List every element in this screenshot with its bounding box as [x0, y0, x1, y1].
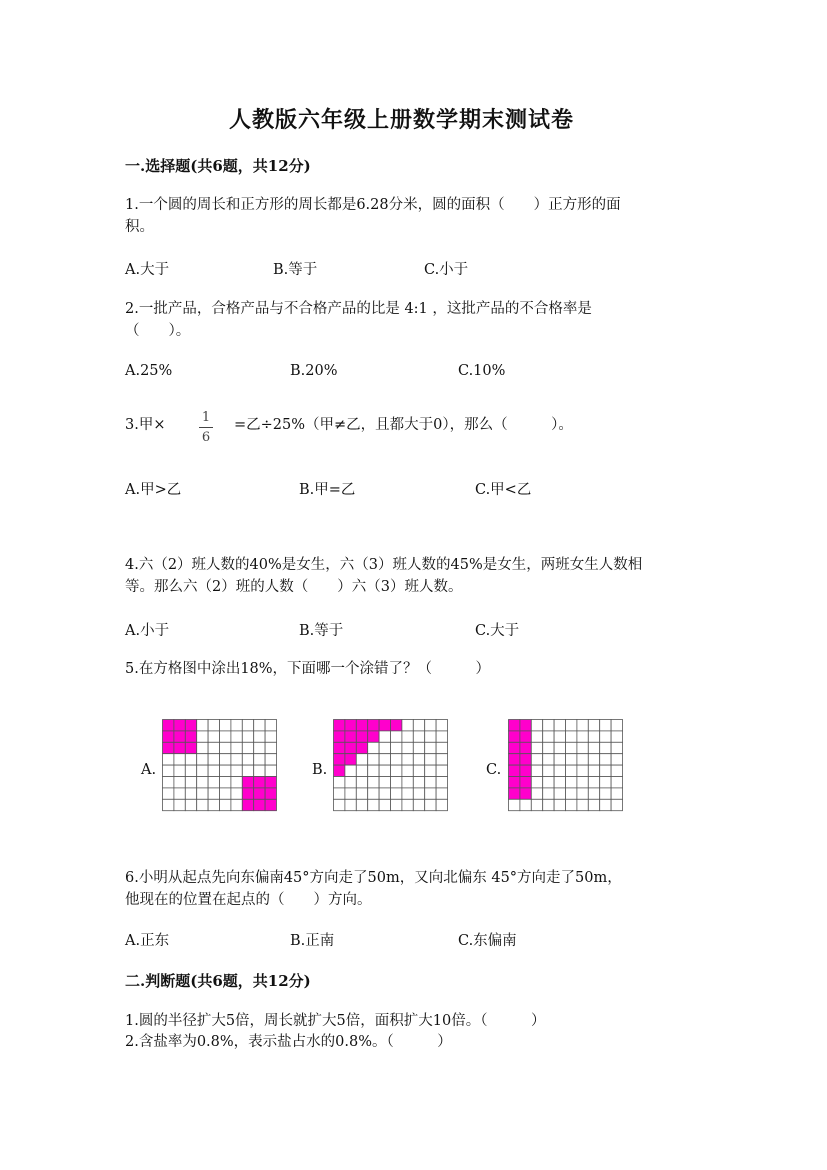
grid-cell — [197, 788, 208, 799]
grid-cell — [254, 765, 265, 776]
grid-cell — [220, 777, 231, 788]
question-4-line-2: 等。那么六（2）班的人数（ ）六（3）班人数。 — [125, 579, 463, 595]
grid-cell — [265, 788, 276, 799]
fraction-denominator: 6 — [201, 430, 211, 445]
grid-cell — [368, 788, 379, 799]
question-2-option-c: C.10% — [458, 363, 506, 379]
grid-cell — [174, 788, 185, 799]
grid-cell — [402, 720, 413, 731]
grid-cell — [208, 765, 219, 776]
grid-cell — [554, 742, 565, 753]
grid-cell — [185, 742, 196, 753]
grid-cell — [600, 799, 611, 810]
grid-cell — [242, 731, 253, 742]
grid-cell — [531, 765, 542, 776]
question-5-line-1: 5.在方格图中涂出18%，下面哪一个涂错了？（ ） — [125, 661, 491, 677]
grid-cell — [391, 742, 402, 753]
grid-cell — [334, 765, 345, 776]
question-1-line-2: 积。 — [125, 219, 154, 235]
grid-cell — [265, 754, 276, 765]
question-2-line-2: （ ）。 — [125, 323, 191, 339]
grid-cell — [242, 788, 253, 799]
grid-cell — [413, 742, 424, 753]
grid-cell — [509, 788, 520, 799]
grid-cell — [231, 788, 242, 799]
grid-cell — [531, 720, 542, 731]
grid-cell — [425, 742, 436, 753]
grid-cell — [425, 765, 436, 776]
grid-cell — [345, 720, 356, 731]
grid-cell — [520, 765, 531, 776]
grid-cell — [588, 765, 599, 776]
grid-cell — [554, 754, 565, 765]
grid-cell — [554, 765, 565, 776]
grid-cell — [425, 720, 436, 731]
grid-cell — [208, 799, 219, 810]
grid-cell — [520, 788, 531, 799]
grid-cell — [577, 765, 588, 776]
grid-cell — [577, 777, 588, 788]
grid-cell — [231, 754, 242, 765]
question-1-line-1: 1.一个圆的周长和正方形的周长都是6.28分米，圆的面积（ ）正方形的面 — [125, 197, 621, 213]
grid-cell — [231, 765, 242, 776]
grid-cell — [334, 799, 345, 810]
grid-cell — [231, 777, 242, 788]
grid-cell — [436, 799, 447, 810]
grid-cell — [543, 788, 554, 799]
grid-cell — [265, 742, 276, 753]
grid-cell — [334, 720, 345, 731]
grid-cell — [368, 742, 379, 753]
question-3-option-b: B.甲=乙 — [299, 482, 356, 498]
grid-cell — [356, 731, 367, 742]
grid-diagram-a — [162, 719, 278, 815]
grid-cell — [509, 765, 520, 776]
grid-cell — [577, 754, 588, 765]
grid-cell — [208, 731, 219, 742]
grid-cell — [185, 754, 196, 765]
grid-cell — [242, 754, 253, 765]
grid-cell — [554, 799, 565, 810]
question-5-option-b: B. — [312, 762, 328, 778]
grid-cell — [379, 742, 390, 753]
grid-cell — [391, 720, 402, 731]
grid-cell — [220, 742, 231, 753]
question-6-option-a: A.正东 — [125, 933, 170, 949]
grid-cell — [356, 754, 367, 765]
grid-cell — [509, 777, 520, 788]
grid-cell — [265, 799, 276, 810]
grid-cell — [566, 720, 577, 731]
section-heading-judgement: 二.判断题(共6题，共12分) — [125, 972, 311, 990]
grid-cell — [197, 754, 208, 765]
grid-cell — [413, 799, 424, 810]
grid-cell — [208, 777, 219, 788]
grid-cell — [379, 731, 390, 742]
grid-cell — [379, 754, 390, 765]
grid-cell — [356, 777, 367, 788]
grid-cell — [174, 799, 185, 810]
grid-cell — [413, 777, 424, 788]
grid-cell — [163, 777, 174, 788]
grid-cell — [174, 742, 185, 753]
grid-cell — [509, 799, 520, 810]
grid-cell — [402, 777, 413, 788]
grid-cell — [436, 731, 447, 742]
grid-cell — [254, 720, 265, 731]
question-6-option-b: B.正南 — [290, 933, 335, 949]
grid-cell — [531, 799, 542, 810]
grid-cell — [220, 799, 231, 810]
grid-cell — [577, 720, 588, 731]
grid-cell — [368, 777, 379, 788]
grid-cell — [391, 754, 402, 765]
grid-cell — [197, 777, 208, 788]
grid-cell — [345, 777, 356, 788]
grid-cell — [254, 731, 265, 742]
grid-cell — [242, 799, 253, 810]
grid-cell — [391, 731, 402, 742]
grid-cell — [174, 720, 185, 731]
grid-cell — [163, 754, 174, 765]
grid-cell — [174, 777, 185, 788]
grid-cell — [543, 777, 554, 788]
question-4-option-c: C.大于 — [475, 623, 520, 639]
grid-cell — [379, 799, 390, 810]
grid-cell — [220, 765, 231, 776]
fraction-bar — [199, 427, 213, 428]
fraction-numerator: 1 — [201, 410, 211, 425]
grid-cell — [543, 720, 554, 731]
grid-cell — [265, 720, 276, 731]
grid-cell — [163, 742, 174, 753]
grid-cell — [265, 777, 276, 788]
grid-cell — [600, 720, 611, 731]
grid-cell — [345, 765, 356, 776]
grid-cell — [520, 799, 531, 810]
grid-cell — [611, 765, 622, 776]
grid-cell — [197, 799, 208, 810]
grid-cell — [345, 799, 356, 810]
grid-cell — [577, 731, 588, 742]
grid-cell — [413, 720, 424, 731]
grid-cell — [588, 788, 599, 799]
grid-cell — [163, 720, 174, 731]
question-3-option-c: C.甲<乙 — [475, 482, 532, 498]
grid-cell — [208, 720, 219, 731]
grid-cell — [611, 799, 622, 810]
grid-cell — [208, 754, 219, 765]
grid-cell — [402, 754, 413, 765]
page-title: 人教版六年级上册数学期末测试卷 — [229, 107, 575, 133]
grid-cell — [588, 754, 599, 765]
grid-cell — [509, 720, 520, 731]
grid-cell — [254, 799, 265, 810]
grid-cell — [391, 799, 402, 810]
judgement-question-2: 2.含盐率为0.8%，表示盐占水的0.8%。（ ） — [125, 1034, 452, 1050]
question-2-line-1: 2.一批产品，合格产品与不合格产品的比是 4:1 ，这批产品的不合格率是 — [125, 301, 592, 317]
question-4-option-b: B.等于 — [299, 623, 344, 639]
grid-cell — [174, 765, 185, 776]
grid-cell — [425, 731, 436, 742]
grid-cell — [356, 799, 367, 810]
question-3-suffix: =乙÷25%（甲≠乙，且都大于0），那么（ ）。 — [234, 417, 573, 433]
grid-cell — [566, 742, 577, 753]
question-5-option-c: C. — [486, 762, 502, 778]
grid-cell — [220, 754, 231, 765]
grid-cell — [379, 720, 390, 731]
grid-cell — [436, 777, 447, 788]
grid-cell — [345, 731, 356, 742]
grid-cell — [185, 799, 196, 810]
grid-cell — [185, 777, 196, 788]
grid-cell — [413, 731, 424, 742]
grid-cell — [197, 765, 208, 776]
grid-cell — [425, 799, 436, 810]
grid-cell — [520, 742, 531, 753]
grid-cell — [611, 777, 622, 788]
grid-cell — [345, 754, 356, 765]
grid-cell — [163, 799, 174, 810]
grid-cell — [254, 742, 265, 753]
question-1-option-a: A.大于 — [125, 262, 170, 278]
grid-cell — [368, 731, 379, 742]
grid-cell — [208, 788, 219, 799]
grid-cell — [242, 742, 253, 753]
grid-cell — [588, 731, 599, 742]
grid-cell — [611, 788, 622, 799]
grid-cell — [554, 731, 565, 742]
grid-cell — [402, 788, 413, 799]
grid-cell — [356, 765, 367, 776]
grid-cell — [220, 731, 231, 742]
grid-diagram-b — [333, 719, 451, 815]
grid-cell — [368, 754, 379, 765]
grid-cell — [425, 788, 436, 799]
grid-cell — [163, 731, 174, 742]
grid-cell — [543, 731, 554, 742]
grid-cell — [231, 731, 242, 742]
grid-cell — [391, 788, 402, 799]
grid-cell — [231, 799, 242, 810]
grid-cell — [231, 720, 242, 731]
grid-cell — [600, 765, 611, 776]
grid-cell — [413, 788, 424, 799]
grid-cell — [566, 777, 577, 788]
grid-cell — [588, 799, 599, 810]
grid-cell — [566, 765, 577, 776]
question-5-option-a: A. — [141, 762, 157, 778]
question-1-option-b: B.等于 — [273, 262, 318, 278]
grid-cell — [334, 788, 345, 799]
grid-cell — [242, 720, 253, 731]
question-6-line-2: 他现在的位置在起点的（ ）方向。 — [125, 892, 372, 908]
fraction-one-sixth — [199, 410, 213, 445]
grid-cell — [402, 742, 413, 753]
grid-cell — [402, 799, 413, 810]
grid-cell — [436, 720, 447, 731]
grid-cell — [379, 788, 390, 799]
grid-cell — [554, 788, 565, 799]
grid-cell — [185, 720, 196, 731]
grid-cell — [543, 799, 554, 810]
grid-cell — [413, 765, 424, 776]
grid-cell — [520, 754, 531, 765]
grid-cell — [543, 754, 554, 765]
grid-cell — [543, 742, 554, 753]
question-3-prefix: 3.甲× — [125, 417, 166, 433]
grid-cell — [436, 754, 447, 765]
grid-cell — [334, 742, 345, 753]
grid-cell — [588, 720, 599, 731]
grid-cell — [588, 777, 599, 788]
grid-cell — [197, 731, 208, 742]
judgement-question-1: 1.圆的半径扩大5倍，周长就扩大5倍，面积扩大10倍。（ ） — [125, 1013, 546, 1029]
grid-cell — [368, 765, 379, 776]
grid-cell — [265, 765, 276, 776]
grid-cell — [391, 777, 402, 788]
grid-cell — [208, 742, 219, 753]
grid-cell — [436, 788, 447, 799]
grid-cell — [185, 731, 196, 742]
grid-cell — [600, 754, 611, 765]
grid-cell — [509, 754, 520, 765]
grid-cell — [566, 731, 577, 742]
grid-cell — [531, 754, 542, 765]
grid-cell — [611, 731, 622, 742]
grid-cell — [531, 788, 542, 799]
grid-cell — [588, 742, 599, 753]
grid-cell — [265, 731, 276, 742]
grid-cell — [531, 742, 542, 753]
grid-cell — [334, 731, 345, 742]
grid-cell — [520, 720, 531, 731]
grid-cell — [254, 777, 265, 788]
grid-cell — [611, 720, 622, 731]
grid-cell — [368, 799, 379, 810]
grid-cell — [174, 731, 185, 742]
grid-cell — [600, 788, 611, 799]
grid-cell — [611, 754, 622, 765]
grid-cell — [242, 765, 253, 776]
grid-cell — [356, 720, 367, 731]
grid-cell — [379, 765, 390, 776]
grid-cell — [509, 731, 520, 742]
grid-cell — [185, 765, 196, 776]
grid-cell — [600, 777, 611, 788]
grid-cell — [197, 742, 208, 753]
grid-cell — [600, 731, 611, 742]
grid-cell — [436, 742, 447, 753]
grid-cell — [391, 765, 402, 776]
grid-cell — [531, 777, 542, 788]
grid-diagram-c — [508, 719, 624, 815]
grid-cell — [436, 765, 447, 776]
grid-cell — [554, 777, 565, 788]
grid-cell — [425, 777, 436, 788]
grid-cell — [345, 742, 356, 753]
grid-cell — [368, 720, 379, 731]
grid-cell — [577, 799, 588, 810]
grid-cell — [520, 777, 531, 788]
grid-cell — [554, 720, 565, 731]
grid-cell — [577, 742, 588, 753]
grid-cell — [577, 788, 588, 799]
question-3-option-a: A.甲>乙 — [125, 482, 182, 498]
grid-cell — [543, 765, 554, 776]
grid-cell — [531, 731, 542, 742]
grid-cell — [356, 742, 367, 753]
question-6-option-c: C.东偏南 — [458, 933, 517, 949]
question-2-option-b: B.20% — [290, 363, 338, 379]
question-1-option-c: C.小于 — [424, 262, 469, 278]
question-4-option-a: A.小于 — [125, 623, 170, 639]
grid-cell — [379, 777, 390, 788]
question-2-option-a: A.25% — [125, 363, 173, 379]
grid-cell — [185, 788, 196, 799]
grid-cell — [425, 754, 436, 765]
question-4-line-1: 4.六（2）班人数的40%是女生，六（3）班人数的45%是女生，两班女生人数相 — [125, 557, 643, 573]
question-6-line-1: 6.小明从起点先向东偏南45°方向走了50m，又向北偏东 45°方向走了50m， — [125, 870, 622, 886]
grid-cell — [220, 788, 231, 799]
grid-cell — [163, 765, 174, 776]
grid-cell — [600, 742, 611, 753]
grid-cell — [242, 777, 253, 788]
grid-cell — [231, 742, 242, 753]
grid-cell — [566, 799, 577, 810]
grid-cell — [345, 788, 356, 799]
section-heading-choice: 一.选择题(共6题，共12分) — [125, 157, 311, 175]
grid-cell — [356, 788, 367, 799]
grid-cell — [254, 788, 265, 799]
grid-cell — [402, 765, 413, 776]
grid-cell — [520, 731, 531, 742]
grid-cell — [413, 754, 424, 765]
grid-cell — [566, 754, 577, 765]
grid-cell — [611, 742, 622, 753]
grid-cell — [174, 754, 185, 765]
grid-cell — [197, 720, 208, 731]
grid-cell — [334, 754, 345, 765]
grid-cell — [334, 777, 345, 788]
grid-cell — [402, 731, 413, 742]
grid-cell — [220, 720, 231, 731]
grid-cell — [163, 788, 174, 799]
grid-cell — [509, 742, 520, 753]
grid-cell — [566, 788, 577, 799]
grid-cell — [254, 754, 265, 765]
